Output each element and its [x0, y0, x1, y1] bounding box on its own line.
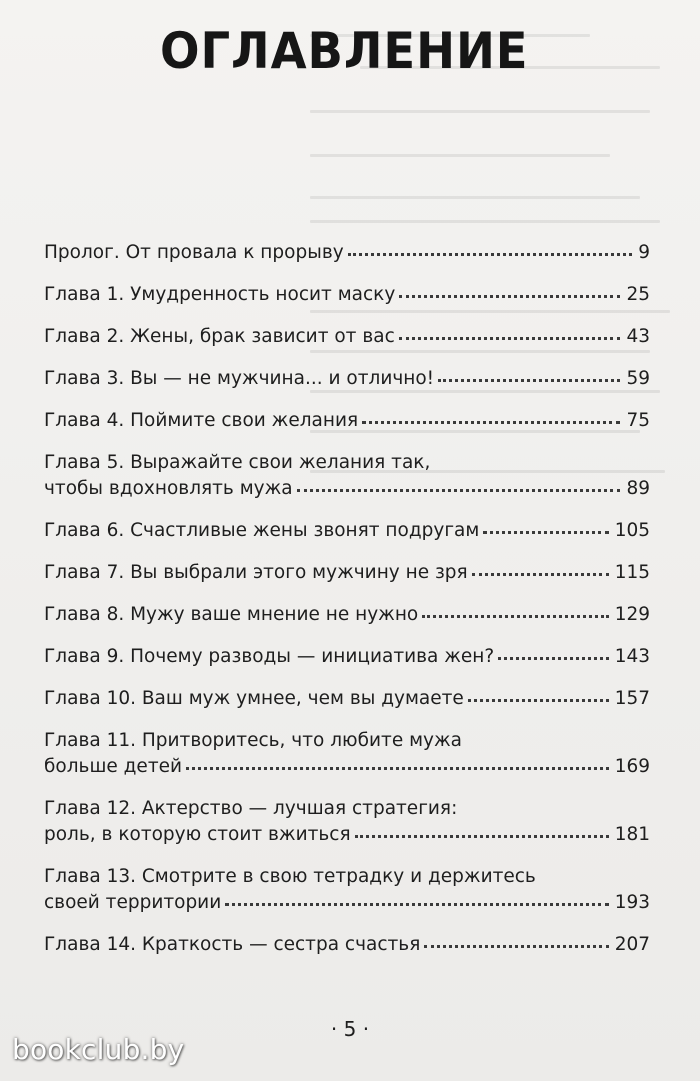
- toc-entry-page-number: 169: [614, 756, 650, 777]
- toc-entry-row: [44, 890, 650, 916]
- toc-entry-page-number: 25: [626, 284, 650, 305]
- toc-entry-row: [44, 686, 650, 712]
- toc-entry-page-number: 115: [614, 562, 650, 583]
- toc-entry-row: [44, 754, 650, 780]
- dot-leader: [468, 698, 609, 702]
- toc-entry-page-number: 181: [614, 824, 650, 845]
- toc-entry-row: [44, 518, 650, 544]
- toc-entry-page-number: 157: [614, 688, 650, 709]
- toc-entry-row: [44, 822, 650, 848]
- dot-leader: [297, 488, 621, 492]
- toc-entry: [44, 864, 650, 916]
- toc-entry-title: Глава 6. Счастливые жены звонят подругам: [44, 520, 480, 541]
- dot-leader: [399, 294, 620, 298]
- toc-entry-title: Глава 3. Вы — не мужчина... и отлично!: [44, 368, 435, 389]
- toc-entry-title: Глава 1. Умудренность носит маску: [44, 284, 396, 305]
- dot-leader: [225, 902, 608, 906]
- toc-entry: [44, 560, 650, 586]
- toc-entry: [44, 450, 650, 502]
- watermark-logo: bookclub.by: [12, 1033, 185, 1066]
- toc-entry-title: Глава 7. Вы выбрали этого мужчину не зря: [44, 562, 468, 583]
- toc-entry: [44, 602, 650, 628]
- dot-leader: [399, 336, 621, 340]
- toc-entry-row: [44, 366, 650, 392]
- toc-entry-page-number: 207: [614, 934, 650, 955]
- toc-entry-page-number: 89: [626, 478, 650, 499]
- toc-entry: [44, 932, 650, 958]
- toc-entry: [44, 796, 650, 848]
- toc-entry-row: [44, 932, 650, 958]
- page-title: ОГЛАВЛЕНИЕ: [160, 22, 529, 80]
- toc-entry: [44, 366, 650, 392]
- toc-entry: [44, 518, 650, 544]
- toc-entry-title: больше детей: [44, 756, 183, 777]
- dot-leader: [498, 656, 608, 660]
- toc-entry-page-number: 193: [614, 892, 650, 913]
- toc-entry-title: Глава 9. Почему разводы — инициатива жен?: [44, 646, 495, 667]
- toc-entry-row: [44, 602, 650, 628]
- page-number: · 5 ·: [330, 1017, 370, 1041]
- toc-entry: [44, 282, 650, 308]
- toc-entry-title: своей территории: [44, 892, 222, 913]
- dot-leader: [424, 944, 608, 948]
- toc-entry-title: роль, в которую стоит вжиться: [44, 824, 351, 845]
- toc-entry-page-number: 43: [626, 326, 650, 347]
- toc-entry-row: [44, 240, 650, 266]
- toc-entry: [44, 324, 650, 350]
- toc-entry: [44, 728, 650, 780]
- toc-entry-row: [44, 324, 650, 350]
- toc-entry-title: Глава 8. Мужу ваше мнение не нужно: [44, 604, 419, 625]
- table-of-contents: [44, 240, 650, 974]
- toc-entry-row: [44, 408, 650, 434]
- dot-leader: [362, 420, 620, 424]
- toc-entry-title: Глава 14. Краткость — сестра счастья: [44, 934, 421, 955]
- dot-leader: [355, 834, 609, 838]
- toc-entry-title: Глава 2. Жены, брак зависит от вас: [44, 326, 395, 347]
- dot-leader: [483, 530, 608, 534]
- toc-entry-row: [44, 282, 650, 308]
- dot-leader: [422, 614, 608, 618]
- toc-entry-page-number: 105: [614, 520, 650, 541]
- toc-entry-title-line: Глава 12. Актерство — лучшая стратегия:: [44, 798, 458, 819]
- toc-entry-title: чтобы вдохновлять мужа: [44, 478, 293, 499]
- toc-entry-page-number: 143: [614, 646, 650, 667]
- toc-entry-title-line: Глава 13. Смотрите в свою тетрадку и держитесь: [44, 866, 536, 887]
- dot-leader: [472, 572, 609, 576]
- toc-entry-page-number: 9: [638, 242, 650, 263]
- toc-entry-row: [44, 560, 650, 586]
- toc-entry-page-number: 59: [626, 368, 650, 389]
- toc-entry-title: Глава 4. Поймите свои желания: [44, 410, 359, 431]
- toc-entry-page-number: 75: [626, 410, 650, 431]
- toc-entry-page-number: 129: [614, 604, 650, 625]
- toc-entry-title-line: Глава 11. Притворитесь, что любите мужа: [44, 730, 462, 751]
- dot-leader: [348, 252, 633, 256]
- toc-entry-row: [44, 476, 650, 502]
- toc-entry: [44, 644, 650, 670]
- dot-leader: [186, 766, 609, 770]
- toc-entry: [44, 408, 650, 434]
- toc-entry: [44, 240, 650, 266]
- toc-entry-row: [44, 644, 650, 670]
- toc-entry-title: Пролог. От провала к прорыву: [44, 242, 344, 263]
- toc-entry: [44, 686, 650, 712]
- toc-entry-title: Глава 10. Ваш муж умнее, чем вы думаете: [44, 688, 464, 709]
- toc-entry-title-line: Глава 5. Выражайте свои желания так,: [44, 452, 431, 473]
- dot-leader: [438, 378, 620, 382]
